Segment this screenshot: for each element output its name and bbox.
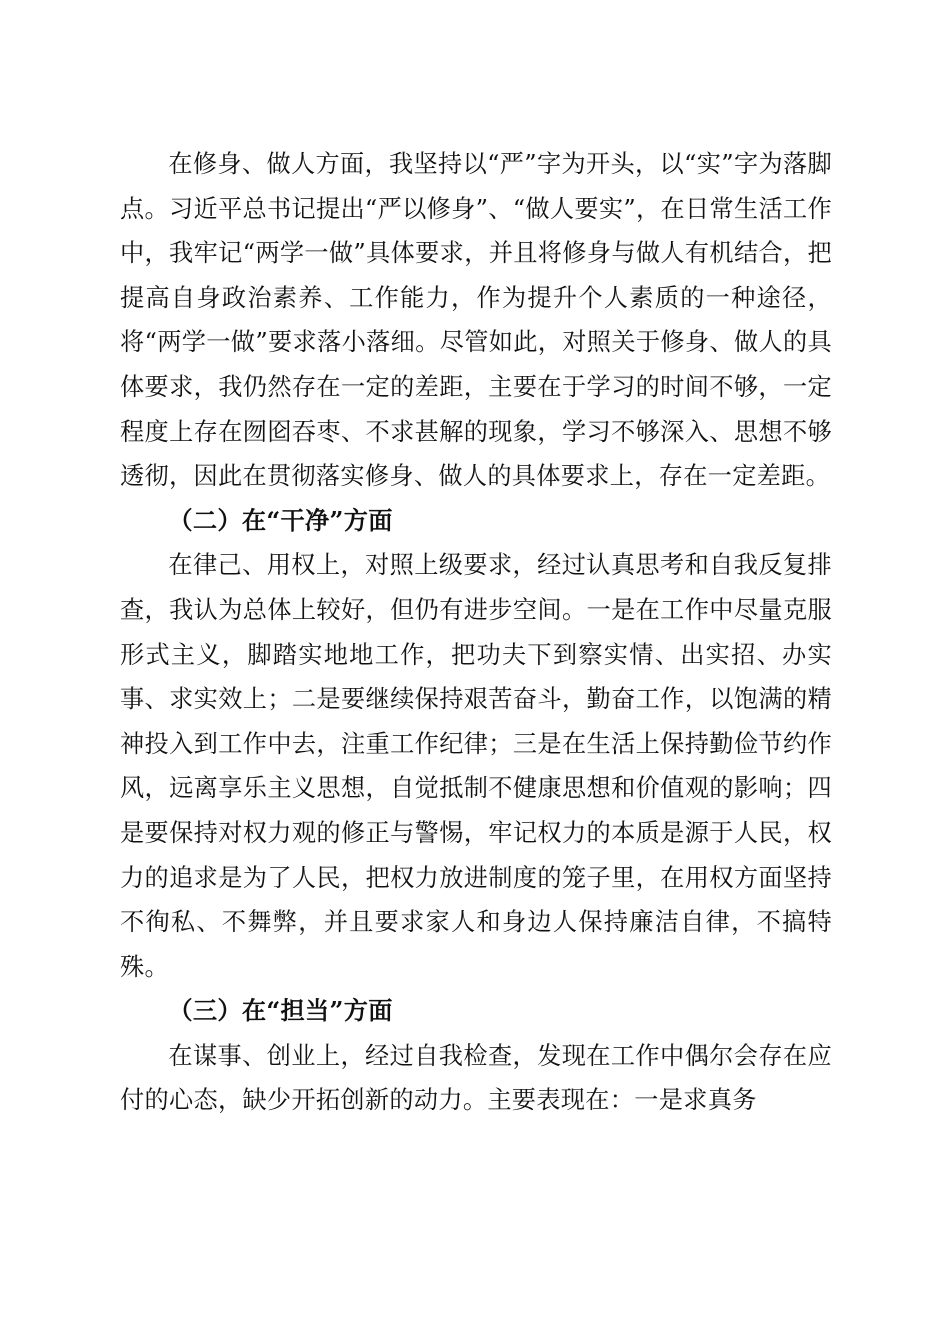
section-heading-responsibility: （三）在“担当”方面 (168, 996, 393, 1026)
document-page (120, 142, 832, 1123)
paragraph-responsibility: 在谋事、创业上，经过自我检查，发现在工作中偶尔会存在应付的心态，缺少开拓创新的动力。主要表现在：一是求真务 (120, 1041, 832, 1115)
section-heading-integrity: （二）在“干净”方面 (168, 505, 393, 535)
paragraph-integrity: 在律己、用权上，对照上级要求，经过认真思考和自我反复排查，我认为总体上较好，但仍有进步空间。一是在工作中尽量克服形式主义，脚踏实地地工作，把功夫下到察实情、出实招、办实事、求实效上；二是要继续保持艰苦奋斗，勤奋工作，以饱满的精神投入到工作中去，注重工作纪律；三是在生活上保持勤俭节约作风，远离享乐主义思想，自觉抵制不健康思想和价值观的影响；四是要保持对权力观的修正与警惕，牢记权力的本质是源于人民，权力的追求是为了人民，把权力放进制度的笼子里，在用权方面坚持不徇私、不舞弊，并且要求家人和身边人保持廉洁自律，不搞特殊。 (120, 551, 832, 981)
paragraph-self-cultivation: 在修身、做人方面，我坚持以“严”字为开头，以“实”字为落脚点。习近平总书记提出“严以修身”、“做人要实”，在日常生活工作中，我牢记“两学一做”具体要求，并且将修身与做人有机结合，把提高自身政治素养、工作能力，作为提升个人素质的一种途径，将“两学一做”要求落小落细。尽管如此，对照关于修身、做人的具体要求，我仍然存在一定的差距，主要在于学习的时间不够，一定程度上存在囫囵吞枣、不求甚解的现象，学习不够深入、思想不够透彻，因此在贯彻落实修身、做人的具体要求上，存在一定差距。 (120, 150, 832, 491)
